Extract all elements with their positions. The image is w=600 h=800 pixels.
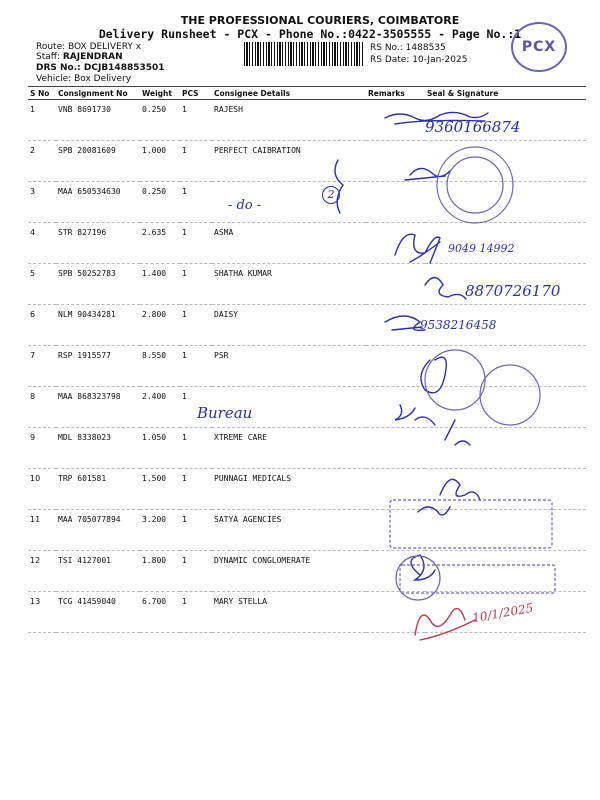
vehicle-line <box>36 74 131 84</box>
table-row <box>28 141 586 182</box>
header-consignee: Consignee Details <box>212 87 366 100</box>
handwritten-circled-number: 2 <box>322 186 340 204</box>
cell-consignee: SHATHA KUMAR <box>212 264 366 305</box>
cell-remarks <box>366 305 425 346</box>
table-row <box>28 428 586 469</box>
table-row <box>28 510 586 551</box>
table-row <box>28 182 586 223</box>
cell-consignment: MAA 650534630 <box>56 182 140 223</box>
cell-pcs: 1 <box>180 346 212 387</box>
cell-consignment: STR 827196 <box>56 223 140 264</box>
cell-consignee: PSR <box>212 346 366 387</box>
cell-weight: 1.800 <box>140 551 180 592</box>
cell-sno: 9 <box>28 428 56 469</box>
cell-consignment: MAA 705077894 <box>56 510 140 551</box>
cell-pcs: 1 <box>180 182 212 223</box>
cell-weight: 2.400 <box>140 387 180 428</box>
cell-pcs: 1 <box>180 469 212 510</box>
cell-pcs: 1 <box>180 305 212 346</box>
cell-weight: 8.550 <box>140 346 180 387</box>
cell-signature <box>425 551 586 592</box>
cell-remarks <box>366 100 425 141</box>
cell-remarks <box>366 182 425 223</box>
cell-consignment: TCG 41459040 <box>56 592 140 633</box>
cell-remarks <box>366 223 425 264</box>
rs-no-line <box>370 43 446 53</box>
header-consignment: Consignment No <box>56 87 140 100</box>
header-seal-signature: Seal & Signature <box>425 87 586 100</box>
cell-sno: 12 <box>28 551 56 592</box>
cell-remarks <box>366 510 425 551</box>
vehicle-value: Box Delivery <box>74 74 132 84</box>
cell-consignment: TSI 4127001 <box>56 551 140 592</box>
cell-pcs: 1 <box>180 592 212 633</box>
cell-sno: 8 <box>28 387 56 428</box>
cell-consignee: XTREME CARE <box>212 428 366 469</box>
table-row <box>28 346 586 387</box>
cell-weight: 0.250 <box>140 182 180 223</box>
cell-consignment: MDL 8338023 <box>56 428 140 469</box>
runsheet-title: Delivery Runsheet - PCX - Phone No.:0422-3505555 - Page No.:1 <box>98 27 522 41</box>
cell-remarks <box>366 387 425 428</box>
cell-sno: 13 <box>28 592 56 633</box>
cell-consignee: ASMA <box>212 223 366 264</box>
cell-remarks <box>366 551 425 592</box>
cell-consignee: MARY STELLA <box>212 592 366 633</box>
route-label: Route: <box>36 42 69 52</box>
table-row <box>28 387 586 428</box>
cell-consignee: PUNNAGI MEDICALS <box>212 469 366 510</box>
route-line <box>36 42 141 52</box>
cell-signature <box>425 428 586 469</box>
cell-remarks <box>366 264 425 305</box>
cell-weight: 1.050 <box>140 428 180 469</box>
cell-consignment: SPB 20081609 <box>56 141 140 182</box>
cell-pcs: 1 <box>180 510 212 551</box>
cell-remarks <box>366 428 425 469</box>
cell-remarks <box>366 469 425 510</box>
cell-pcs: 1 <box>180 100 212 141</box>
cell-pcs: 1 <box>180 551 212 592</box>
handwritten-phone-5: 8870726170 <box>465 282 561 300</box>
drs-label: DRS No.: <box>36 63 84 73</box>
table-row <box>28 305 586 346</box>
cell-weight: 1.500 <box>140 469 180 510</box>
route-value: BOX DELIVERY x <box>68 42 142 52</box>
handwritten-phone-1: 9360166874 <box>425 118 521 136</box>
barcode <box>244 42 364 66</box>
vehicle-label: Vehicle: <box>36 74 75 84</box>
staff-label: Staff: <box>36 52 63 62</box>
cell-consignment: TRP 601581 <box>56 469 140 510</box>
cell-sno: 3 <box>28 182 56 223</box>
cell-remarks <box>366 141 425 182</box>
staff-value: RAJENDRAN <box>62 52 123 62</box>
cell-pcs: 1 <box>180 223 212 264</box>
cell-consignment: NLM 90434281 <box>56 305 140 346</box>
rs-date-label: RS Date: <box>370 55 413 65</box>
header-remarks: Remarks <box>366 87 425 100</box>
cell-signature <box>425 182 586 223</box>
cell-sno: 11 <box>28 510 56 551</box>
cell-consignee: RAJESH <box>212 100 366 141</box>
cell-weight: 1.000 <box>140 141 180 182</box>
header-weight: Weight <box>140 87 180 100</box>
cell-consignment: RSP 1915577 <box>56 346 140 387</box>
cell-consignee: DYNAMIC CONGLOMERATE <box>212 551 366 592</box>
table-row <box>28 551 586 592</box>
handwritten-phone-6: 9538216458 <box>420 318 497 332</box>
cell-pcs: 1 <box>180 264 212 305</box>
cell-signature <box>425 141 586 182</box>
cell-pcs: 1 <box>180 387 212 428</box>
cell-pcs: 1 <box>180 428 212 469</box>
cell-sno: 5 <box>28 264 56 305</box>
handwritten-note-row8: Bureau <box>197 404 253 422</box>
cell-sno: 6 <box>28 305 56 346</box>
table-header-row <box>28 87 586 100</box>
drs-value: DCJB148853501 <box>83 63 165 73</box>
cell-consignee: SATYA AGENCIES <box>212 510 366 551</box>
cell-pcs: 1 <box>180 141 212 182</box>
table-row <box>28 469 586 510</box>
cell-sno: 1 <box>28 100 56 141</box>
header-sno: S No <box>28 87 56 100</box>
cell-weight: 2.635 <box>140 223 180 264</box>
cell-signature <box>425 469 586 510</box>
handwritten-ditto: - do - <box>228 198 262 213</box>
cell-sno: 7 <box>28 346 56 387</box>
rs-no-value: 1488535 <box>405 43 446 53</box>
cell-signature <box>425 510 586 551</box>
cell-weight: 3.200 <box>140 510 180 551</box>
runsheet-table <box>28 86 586 633</box>
rs-date-line <box>370 55 467 65</box>
staff-line <box>36 52 123 62</box>
cell-consignee: PERFECT CAIBRATION <box>212 141 366 182</box>
cell-sno: 10 <box>28 469 56 510</box>
cell-weight: 6.700 <box>140 592 180 633</box>
drs-line <box>36 63 165 73</box>
cell-sno: 4 <box>28 223 56 264</box>
company-title: THE PROFESSIONAL COURIERS, COIMBATORE <box>180 14 460 27</box>
cell-weight: 1.400 <box>140 264 180 305</box>
cell-remarks <box>366 592 425 633</box>
rs-date-value: 10-Jan-2025 <box>412 55 468 65</box>
cell-consignment: MAA 868323798 <box>56 387 140 428</box>
header-pcs: PCS <box>180 87 212 100</box>
handwritten-date-row13: 10/1/2025 <box>471 600 535 626</box>
cell-consignment: SPB 50252783 <box>56 264 140 305</box>
rs-no-label: RS No.: <box>370 43 406 53</box>
handwritten-note-row4: 9049 14992 <box>448 242 515 255</box>
cell-signature <box>425 387 586 428</box>
cell-sno: 2 <box>28 141 56 182</box>
cell-weight: 0.250 <box>140 100 180 141</box>
cell-consignment: VNB 8691730 <box>56 100 140 141</box>
cell-consignee: DAISY <box>212 305 366 346</box>
cell-weight: 2.800 <box>140 305 180 346</box>
cell-remarks <box>366 346 425 387</box>
cell-signature <box>425 346 586 387</box>
pck-stamp: PCX <box>511 22 567 72</box>
